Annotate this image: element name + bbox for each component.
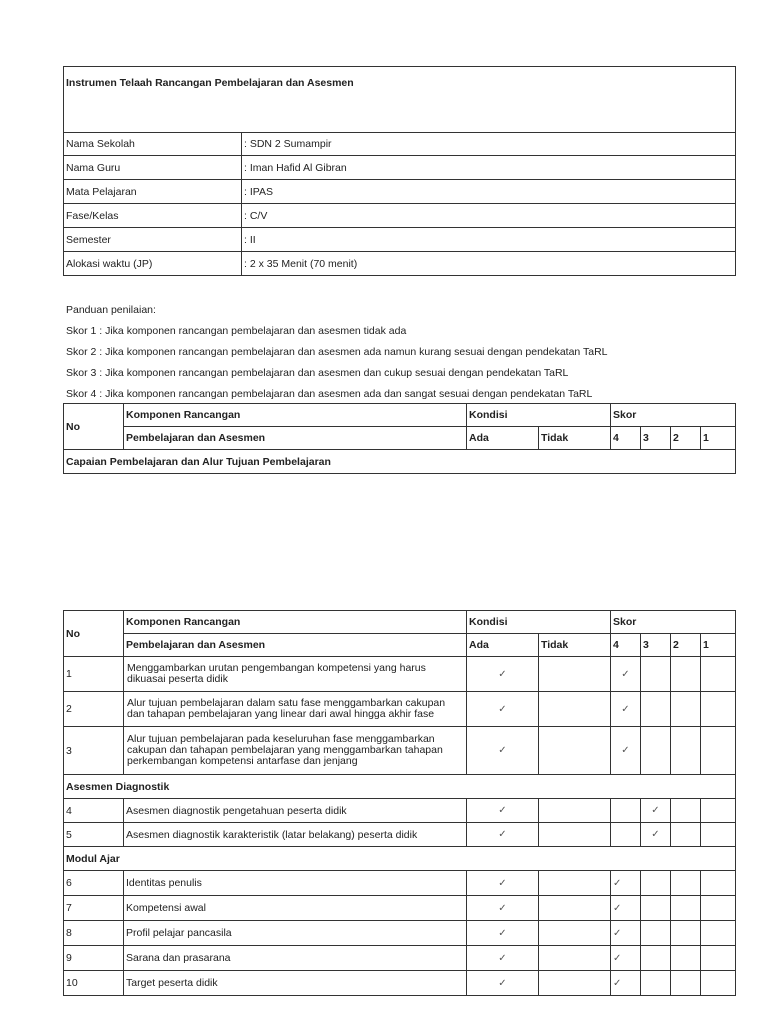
cell-skor-3 xyxy=(641,657,671,692)
check-skor-3: ✓ xyxy=(641,799,671,823)
col-komponen-line2: Pembelajaran dan Asesmen xyxy=(124,427,467,450)
col-komponen-line2: Pembelajaran dan Asesmen xyxy=(124,634,467,657)
guide-line: Skor 3 : Jika komponen rancangan pembelajaran dan asesmen dan cukup sesuai dengan pendekatan TaRL xyxy=(66,367,569,379)
check-skor-4: ✓ xyxy=(611,921,641,946)
guide-line: Skor 4 : Jika komponen rancangan pembelajaran dan asesmen ada dan sangat sesuai dengan pendekatan TaRL xyxy=(66,388,593,400)
check-skor-4: ✓ xyxy=(611,657,641,692)
value-semester: : II xyxy=(242,228,736,252)
check-skor-4: ✓ xyxy=(611,971,641,996)
cell-tidak xyxy=(539,657,611,692)
row-text: Identitas penulis xyxy=(124,871,467,896)
cell-skor-3 xyxy=(641,971,671,996)
cell-skor-2 xyxy=(671,823,701,847)
value-mata-pelajaran: : IPAS xyxy=(242,180,736,204)
cell-tidak xyxy=(539,727,611,775)
value-nama-guru: : Iman Hafid Al Gibran xyxy=(242,156,736,180)
cell-skor-2 xyxy=(671,946,701,971)
row-text: Asesmen diagnostik pengetahuan peserta didik xyxy=(124,799,467,823)
cell-tidak xyxy=(539,946,611,971)
row-no: 8 xyxy=(64,921,124,946)
cell-skor-2 xyxy=(671,871,701,896)
cell-skor-2 xyxy=(671,799,701,823)
table-row xyxy=(64,799,736,823)
cell-skor-1 xyxy=(701,657,736,692)
label-nama-guru: Nama Guru xyxy=(64,156,242,180)
document-title: Instrumen Telaah Rancangan Pembelajaran dan Asesmen xyxy=(64,67,736,133)
label-mata-pelajaran: Mata Pelajaran xyxy=(64,180,242,204)
check-ada: ✓ xyxy=(467,971,539,996)
col-skor-3: 3 xyxy=(641,634,671,657)
row-no: 1 xyxy=(64,657,124,692)
check-skor-4: ✓ xyxy=(611,896,641,921)
cell-skor-3 xyxy=(641,692,671,727)
value-alokasi-waktu: : 2 x 35 Menit (70 menit) xyxy=(242,252,736,276)
guide-line: Skor 2 : Jika komponen rancangan pembelajaran dan asesmen ada namun kurang sesuai dengan pendekatan TaRL xyxy=(66,346,608,358)
scoring-guide xyxy=(66,300,746,405)
check-ada: ✓ xyxy=(467,921,539,946)
check-skor-4: ✓ xyxy=(611,946,641,971)
row-text: Alur tujuan pembelajaran pada keseluruhan fase menggambarkan cakupan dan tahapan pembelajaran yang menggambarkan tahapan perkembangan kompetensi antarfase dan jenjang xyxy=(124,727,467,775)
check-ada: ✓ xyxy=(467,823,539,847)
col-ada: Ada xyxy=(467,427,539,450)
row-text: Menggambarkan urutan pengembangan kompetensi yang harus dikuasai peserta didik xyxy=(124,657,467,692)
col-skor-2: 2 xyxy=(671,427,701,450)
cell-skor-1 xyxy=(701,896,736,921)
check-ada: ✓ xyxy=(467,799,539,823)
section-asesmen-diagnostik: Asesmen Diagnostik xyxy=(64,775,736,799)
row-text: Sarana dan prasarana xyxy=(124,946,467,971)
row-text: Target peserta didik xyxy=(124,971,467,996)
col-ada: Ada xyxy=(467,634,539,657)
col-skor-2: 2 xyxy=(671,634,701,657)
col-skor: Skor xyxy=(611,611,736,634)
table-row xyxy=(64,921,736,946)
row-no: 2 xyxy=(64,692,124,727)
table-row xyxy=(64,871,736,896)
row-no: 6 xyxy=(64,871,124,896)
cell-skor-1 xyxy=(701,823,736,847)
cell-skor-3 xyxy=(641,896,671,921)
cell-tidak xyxy=(539,692,611,727)
guide-heading: Panduan penilaian: xyxy=(66,304,156,316)
cell-tidak xyxy=(539,799,611,823)
table-row xyxy=(64,971,736,996)
cell-skor-1 xyxy=(701,971,736,996)
cell-skor-1 xyxy=(701,692,736,727)
cell-skor-3 xyxy=(641,921,671,946)
row-no: 3 xyxy=(64,727,124,775)
cell-skor-2 xyxy=(671,657,701,692)
col-tidak: Tidak xyxy=(539,634,611,657)
col-skor: Skor xyxy=(611,404,736,427)
row-text: Kompetensi awal xyxy=(124,896,467,921)
check-ada: ✓ xyxy=(467,871,539,896)
row-no: 9 xyxy=(64,946,124,971)
cell-skor-1 xyxy=(701,946,736,971)
cell-skor-3 xyxy=(641,946,671,971)
col-skor-1: 1 xyxy=(701,634,736,657)
cell-skor-1 xyxy=(701,727,736,775)
row-no: 7 xyxy=(64,896,124,921)
section-capaian: Capaian Pembelajaran dan Alur Tujuan Pembelajaran xyxy=(64,450,736,474)
check-skor-3: ✓ xyxy=(641,823,671,847)
col-kondisi: Kondisi xyxy=(467,404,611,427)
value-fase-kelas: : C/V xyxy=(242,204,736,228)
col-skor-4: 4 xyxy=(611,427,641,450)
check-ada: ✓ xyxy=(467,727,539,775)
row-text: Asesmen diagnostik karakteristik (latar belakang) peserta didik xyxy=(124,823,467,847)
row-no: 4 xyxy=(64,799,124,823)
cell-skor-1 xyxy=(701,921,736,946)
cell-skor-2 xyxy=(671,896,701,921)
table-row xyxy=(64,946,736,971)
col-skor-4: 4 xyxy=(611,634,641,657)
row-no: 10 xyxy=(64,971,124,996)
col-skor-3: 3 xyxy=(641,427,671,450)
check-ada: ✓ xyxy=(467,657,539,692)
col-komponen-line1: Komponen Rancangan xyxy=(124,404,467,427)
cell-tidak xyxy=(539,921,611,946)
cell-skor-1 xyxy=(701,871,736,896)
cell-skor-2 xyxy=(671,692,701,727)
value-nama-sekolah: : SDN 2 Sumampir xyxy=(242,133,736,156)
check-ada: ✓ xyxy=(467,946,539,971)
guide-line: Skor 1 : Jika komponen rancangan pembelajaran dan asesmen tidak ada xyxy=(66,325,407,337)
cell-tidak xyxy=(539,871,611,896)
cell-skor-1 xyxy=(701,799,736,823)
row-no: 5 xyxy=(64,823,124,847)
table-row xyxy=(64,692,736,727)
table-row xyxy=(64,657,736,692)
label-alokasi-waktu: Alokasi waktu (JP) xyxy=(64,252,242,276)
cell-skor-3 xyxy=(641,727,671,775)
label-semester: Semester xyxy=(64,228,242,252)
check-skor-4: ✓ xyxy=(611,727,641,775)
cell-skor-2 xyxy=(671,921,701,946)
cell-skor-4 xyxy=(611,823,641,847)
col-kondisi: Kondisi xyxy=(467,611,611,634)
col-komponen-line1: Komponen Rancangan xyxy=(124,611,467,634)
label-fase-kelas: Fase/Kelas xyxy=(64,204,242,228)
check-skor-4: ✓ xyxy=(611,692,641,727)
assessment-table-header xyxy=(63,403,736,474)
col-no: No xyxy=(64,611,124,657)
col-tidak: Tidak xyxy=(539,427,611,450)
table-row xyxy=(64,823,736,847)
row-text: Profil pelajar pancasila xyxy=(124,921,467,946)
cell-skor-3 xyxy=(641,871,671,896)
check-ada: ✓ xyxy=(467,692,539,727)
cell-tidak xyxy=(539,896,611,921)
cell-tidak xyxy=(539,823,611,847)
col-no: No xyxy=(64,404,124,450)
table-row xyxy=(64,896,736,921)
check-skor-4: ✓ xyxy=(611,871,641,896)
cell-tidak xyxy=(539,971,611,996)
assessment-table xyxy=(63,610,736,996)
check-ada: ✓ xyxy=(467,896,539,921)
label-nama-sekolah: Nama Sekolah xyxy=(64,133,242,156)
section-modul-ajar: Modul Ajar xyxy=(64,847,736,871)
table-row xyxy=(64,727,736,775)
cell-skor-4 xyxy=(611,799,641,823)
col-skor-1: 1 xyxy=(701,427,736,450)
info-table xyxy=(63,66,736,276)
row-text: Alur tujuan pembelajaran dalam satu fase menggambarkan cakupan dan tahapan pembelajaran yang linear dari awal hingga akhir fase xyxy=(124,692,467,727)
cell-skor-2 xyxy=(671,971,701,996)
cell-skor-2 xyxy=(671,727,701,775)
